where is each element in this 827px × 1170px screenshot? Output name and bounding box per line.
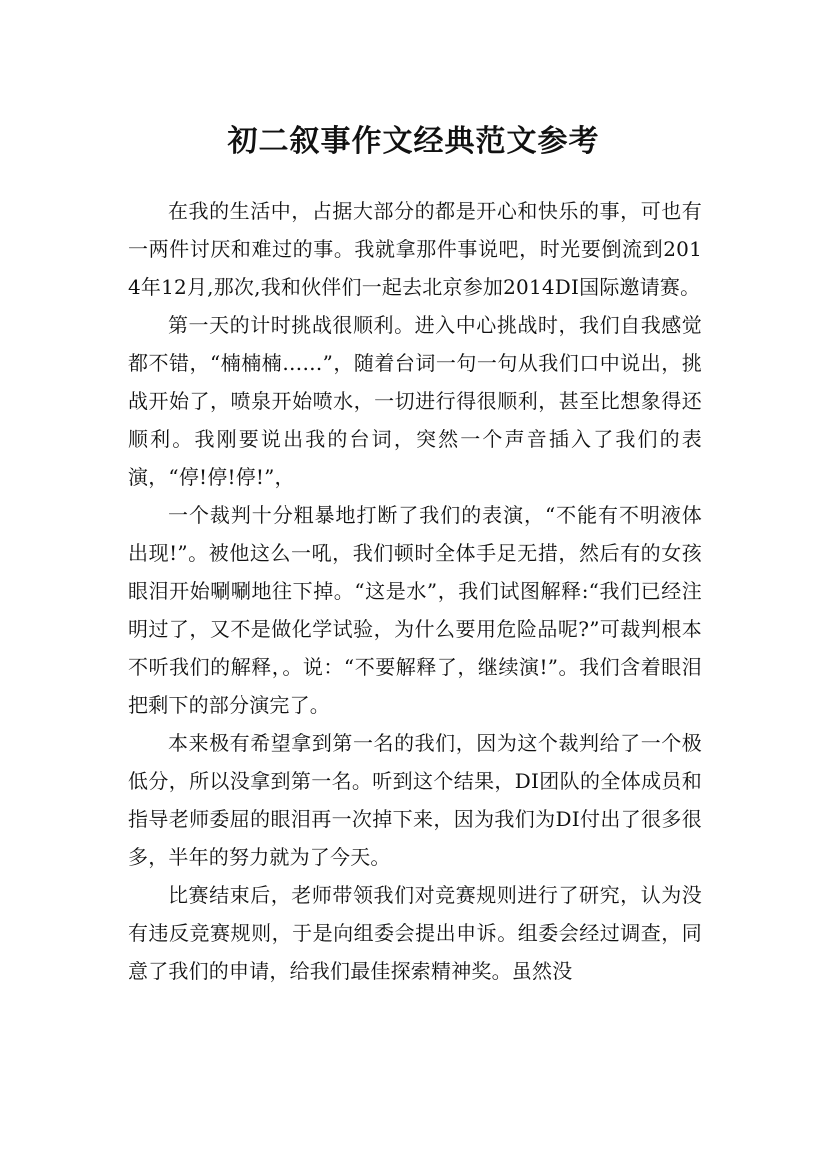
document-body	[128, 192, 702, 990]
paragraph-3: 一个裁判十分粗暴地打断了我们的表演，“不能有不明液体出现!”。被他这么一吼，我们顿时全体手足无措，然后有的女孩眼泪开始唰唰地往下掉。“这是水”，我们试图解释:“我们已经注明过了，又不是做化学试验，为什么要用危险品呢?”可裁判根本不听我们的解释，。说：“不要解释了，继续演!”。我们含着眼泪把剩下的部分演完了。	[128, 503, 702, 717]
paragraph-4: 本来极有希望拿到第一名的我们，因为这个裁判给了一个极低分，所以没拿到第一名。听到这个结果，DI团队的全体成员和指导老师委屈的眼泪再一次掉下来，因为我们为DI付出了很多很多，半年的努力就为了今天。	[128, 731, 702, 869]
paragraph-1: 在我的生活中，占据大部分的都是开心和快乐的事，可也有一两件讨厌和难过的事。我就拿那件事说吧，时光要倒流到2014年12月,那次,我和伙伴们一起去北京参加2014DI国际邀请赛。	[128, 199, 702, 299]
paragraph-2: 第一天的计时挑战很顺利。进入中心挑战时，我们自我感觉都不错，“楠楠楠……”，随着台词一句一句从我们口中说出，挑战开始了，喷泉开始喷水，一切进行得很顺利，甚至比想象得还顺利。我刚要说出我的台词，突然一个声音插入了我们的表演，“停!停!停!”，	[128, 313, 702, 489]
document-title: 初二叙事作文经典范文参考	[227, 124, 600, 160]
paragraph-5: 比赛结束后，老师带领我们对竞赛规则进行了研究，认为没有违反竞赛规则，于是向组委会提出申诉。组委会经过调查，同意了我们的申请，给我们最佳探索精神奖。虽然没	[128, 883, 702, 983]
